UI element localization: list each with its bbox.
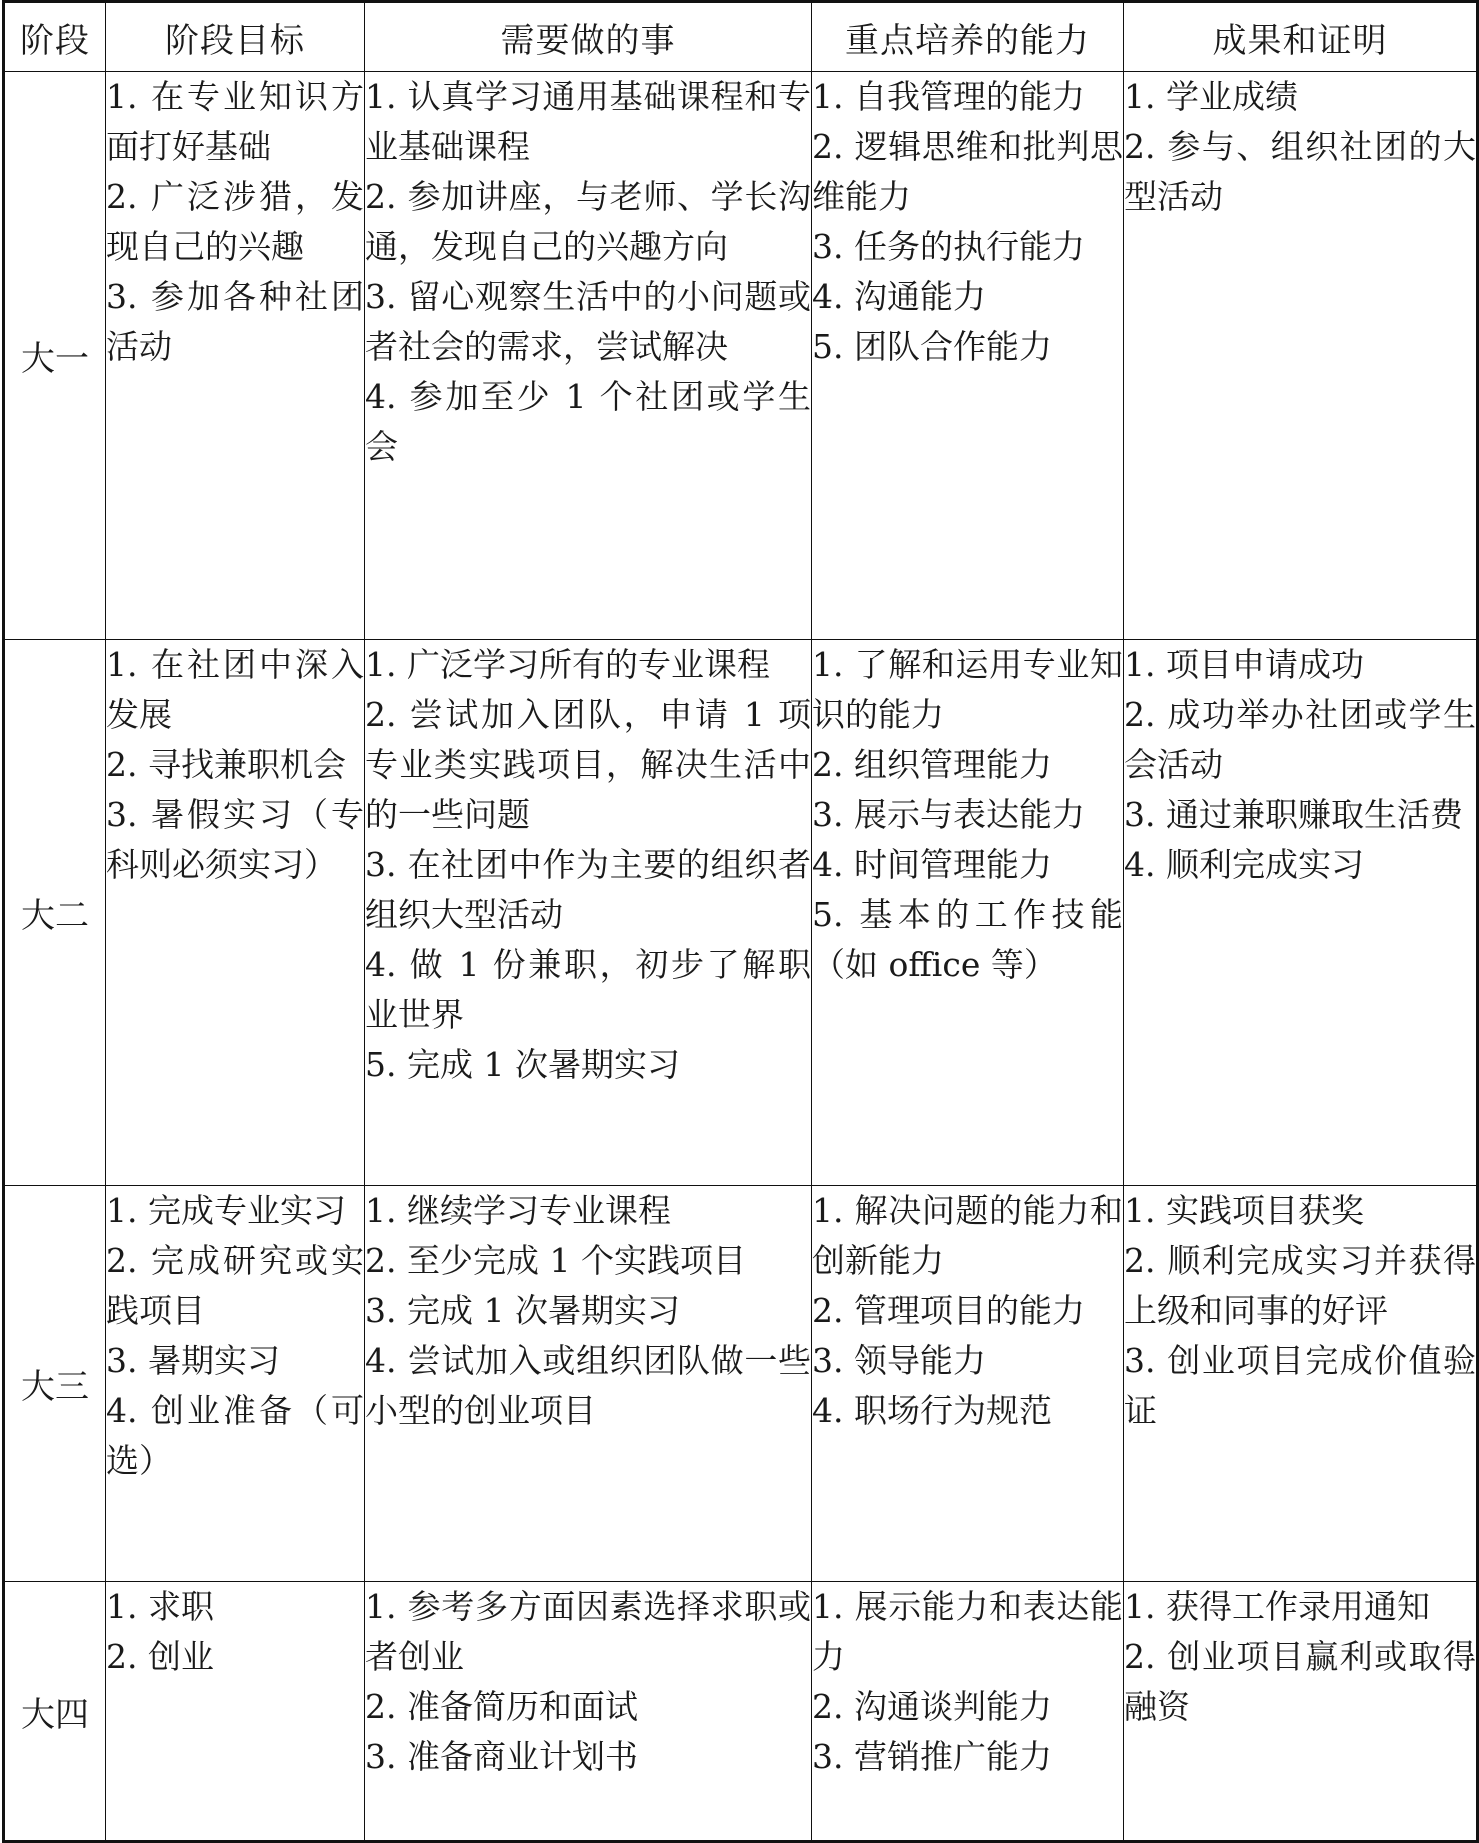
list-item: 2. 参与、组织社团的大型活动	[1124, 127, 1476, 216]
goals-cell	[106, 1582, 365, 1842]
list-item: 2. 广泛涉猎，发现自己的兴趣	[106, 177, 364, 266]
list-item: 1. 在专业知识方面打好基础	[106, 77, 364, 166]
list-item: 4. 做 1 份兼职，初步了解职业世界	[365, 945, 811, 1034]
stage-cell: 大四	[4, 1582, 106, 1842]
list-item: 2. 参加讲座，与老师、学长沟通，发现自己的兴趣方向	[365, 177, 811, 266]
todo-cell	[365, 72, 812, 640]
list-item: 4. 尝试加入或组织团队做一些小型的创业项目	[365, 1341, 811, 1430]
list-item: 3. 创业项目完成价值验证	[1124, 1341, 1476, 1430]
list-item: 4. 时间管理能力	[812, 845, 1052, 884]
abilities-cell	[812, 1186, 1124, 1582]
list-item: 4. 创业准备（可选）	[106, 1391, 364, 1480]
header-abilities: 重点培养的能力	[812, 2, 1124, 72]
list-item: 1. 广泛学习所有的专业课程	[365, 645, 770, 684]
outcomes-cell	[1124, 640, 1478, 1186]
list-item: 4. 职场行为规范	[812, 1391, 1052, 1430]
todo-cell	[365, 1582, 812, 1842]
list-item: 2. 成功举办社团或学生会活动	[1124, 695, 1476, 784]
list-item: 2. 寻找兼职机会	[106, 745, 346, 784]
list-item: 3. 营销推广能力	[812, 1737, 1052, 1776]
header-outcomes: 成果和证明	[1124, 2, 1478, 72]
outcomes-cell	[1124, 72, 1478, 640]
header-goals: 阶段目标	[106, 2, 365, 72]
list-item: 2. 逻辑思维和批判思维能力	[812, 127, 1123, 216]
list-item: 3. 任务的执行能力	[812, 227, 1085, 266]
list-item: 4. 沟通能力	[812, 277, 986, 316]
list-item: 3. 完成 1 次暑期实习	[365, 1291, 680, 1330]
list-item: 1. 参考多方面因素选择求职或者创业	[365, 1587, 811, 1676]
list-item: 2. 尝试加入团队，申请 1 项专业类实践项目，解决生活中的一些问题	[365, 695, 811, 834]
list-item: 4. 顺利完成实习	[1124, 845, 1364, 884]
list-item: 1. 求职	[106, 1587, 214, 1626]
list-item: 2. 完成研究或实践项目	[106, 1241, 364, 1330]
stage-cell: 大二	[4, 640, 106, 1186]
todo-cell	[365, 640, 812, 1186]
list-item: 3. 通过兼职赚取生活费	[1124, 795, 1463, 834]
list-item: 1. 解决问题的能力和创新能力	[812, 1191, 1123, 1280]
list-item: 1. 项目申请成功	[1124, 645, 1364, 684]
list-item: 3. 准备商业计划书	[365, 1737, 638, 1776]
list-item: 1. 展示能力和表达能力	[812, 1587, 1123, 1676]
goals-cell	[106, 640, 365, 1186]
list-item: 5. 基本的工作技能（如 office 等）	[812, 895, 1123, 984]
outcomes-cell	[1124, 1582, 1478, 1842]
list-item: 1. 完成专业实习	[106, 1191, 346, 1230]
table-row	[4, 1186, 1478, 1582]
list-item: 1. 学业成绩	[1124, 77, 1298, 116]
header-stage: 阶段	[4, 2, 106, 72]
abilities-cell	[812, 72, 1124, 640]
abilities-cell	[812, 640, 1124, 1186]
list-item: 5. 团队合作能力	[812, 327, 1052, 366]
list-item: 2. 创业	[106, 1637, 214, 1676]
list-item: 3. 暑期实习	[106, 1341, 280, 1380]
stage-cell: 大一	[4, 72, 106, 640]
list-item: 2. 准备简历和面试	[365, 1687, 638, 1726]
todo-cell	[365, 1186, 812, 1582]
header-todo: 需要做的事	[365, 2, 812, 72]
goals-cell	[106, 1186, 365, 1582]
list-item: 2. 管理项目的能力	[812, 1291, 1085, 1330]
list-item: 1. 继续学习专业课程	[365, 1191, 671, 1230]
list-item: 5. 完成 1 次暑期实习	[365, 1045, 680, 1084]
list-item: 1. 认真学习通用基础课程和专业基础课程	[365, 77, 811, 166]
list-item: 2. 顺利完成实习并获得上级和同事的好评	[1124, 1241, 1476, 1330]
goals-cell	[106, 72, 365, 640]
list-item: 3. 领导能力	[812, 1341, 986, 1380]
header-row	[4, 2, 1478, 72]
outcomes-cell	[1124, 1186, 1478, 1582]
stage-cell: 大三	[4, 1186, 106, 1582]
list-item: 3. 暑假实习（专科则必须实习）	[106, 795, 364, 884]
table-row	[4, 72, 1478, 640]
list-item: 1. 了解和运用专业知识的能力	[812, 645, 1123, 734]
list-item: 3. 展示与表达能力	[812, 795, 1085, 834]
list-item: 1. 自我管理的能力	[812, 77, 1085, 116]
list-item: 3. 留心观察生活中的小问题或者社会的需求，尝试解决	[365, 277, 811, 366]
list-item: 1. 实践项目获奖	[1124, 1191, 1364, 1230]
list-item: 3. 在社团中作为主要的组织者组织大型活动	[365, 845, 811, 934]
list-item: 2. 沟通谈判能力	[812, 1687, 1052, 1726]
list-item: 1. 在社团中深入发展	[106, 645, 364, 734]
list-item: 2. 创业项目赢利或取得融资	[1124, 1637, 1476, 1726]
list-item: 4. 参加至少 1 个社团或学生会	[365, 377, 811, 466]
career-plan-table	[2, 0, 1479, 1843]
table-row	[4, 1582, 1478, 1842]
table-row	[4, 640, 1478, 1186]
list-item: 2. 至少完成 1 个实践项目	[365, 1241, 746, 1280]
list-item: 2. 组织管理能力	[812, 745, 1052, 784]
list-item: 1. 获得工作录用通知	[1124, 1587, 1430, 1626]
abilities-cell	[812, 1582, 1124, 1842]
list-item: 3. 参加各种社团活动	[106, 277, 364, 366]
